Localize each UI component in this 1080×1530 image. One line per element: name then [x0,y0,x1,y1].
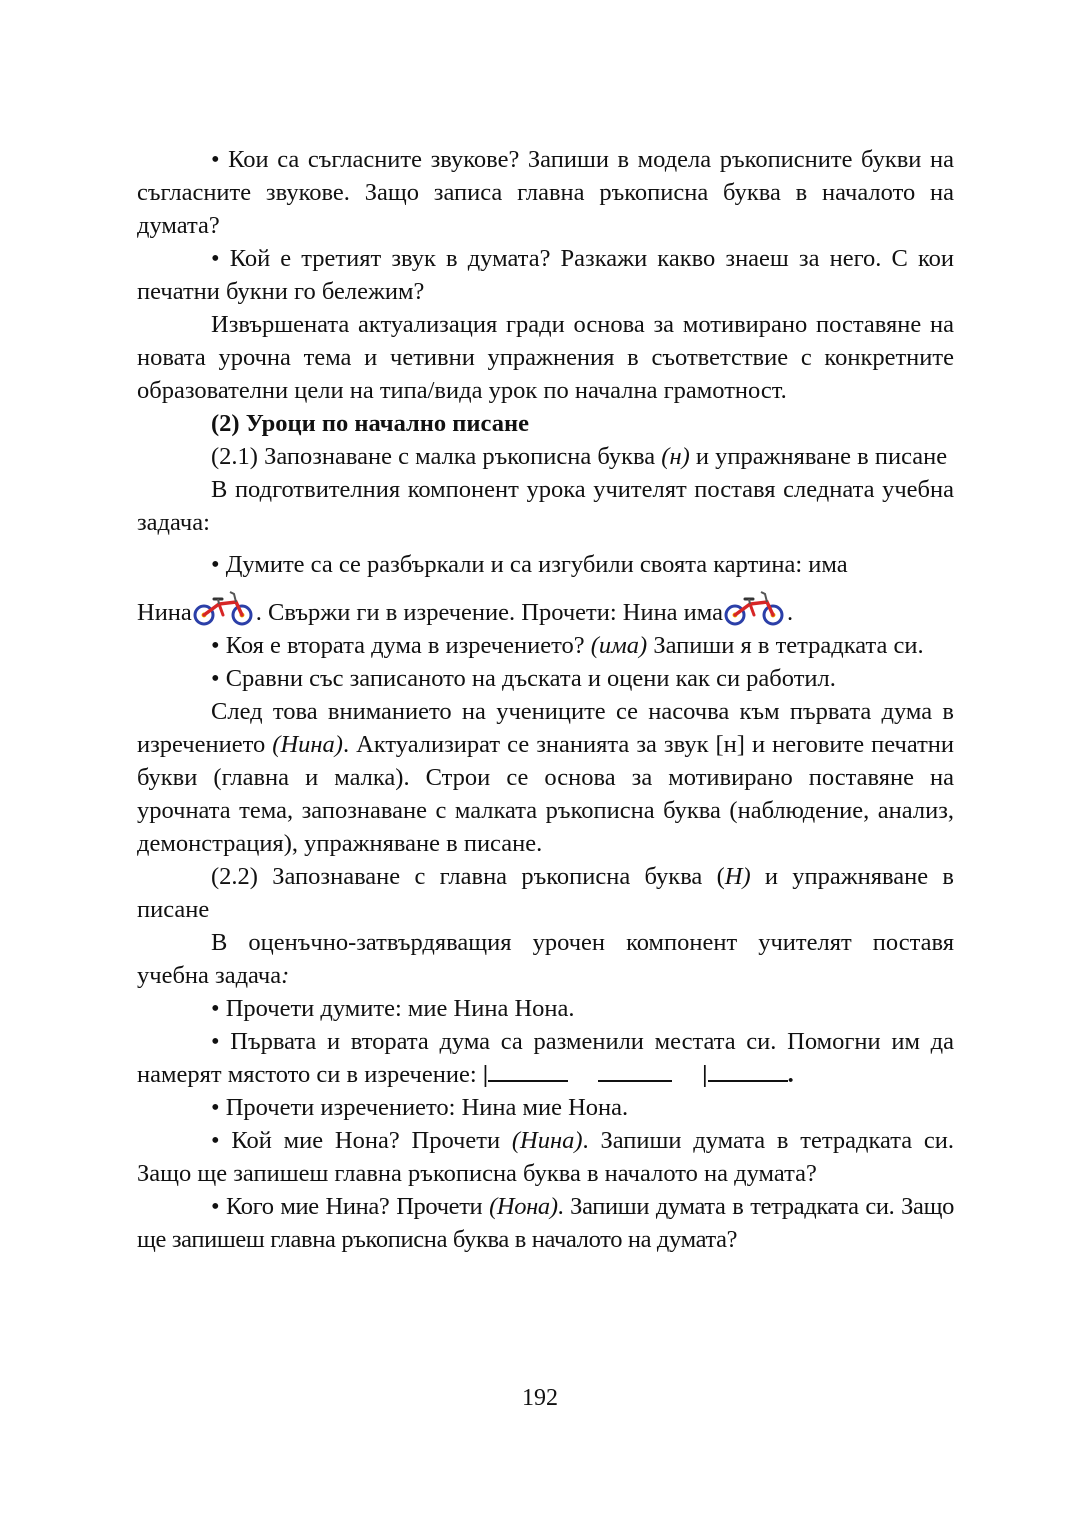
paragraph [137,629,954,662]
text: • Първата и втората дума са разменили местата си. Помогни им да намерят мястото си в изречение: [137,1028,954,1088]
text: . Запиши думата в тетрадката си. Защо ще запишеш главна ръкописна буква в началото на думата? [137,1193,954,1253]
text: В оценъчно-затвърдяващия урочен компонент учителят поставя учебна задача [137,929,954,989]
paragraph: • Сравни със записаното на дъската и оцени как си работил. [211,665,836,692]
italic-text: : [281,962,290,989]
text: След това вниманието на учениците се насочва към първата дума в изречението [137,698,954,758]
blank-marker: | [702,1061,708,1088]
text: и упражняване в писане [137,863,955,923]
paragraph: • Кой е третият звук в думата? Разкажи какво знаеш за него. С кои печатни букни го бележим? [137,245,954,305]
text: Нина [137,599,192,626]
blank-marker: | [482,1061,489,1088]
blank-line [598,1060,672,1082]
paragraph: Извършената актуализация гради основа за мотивирано поставяне на новата урочна тема и четивни упражнения в съответствие с конкретните образователни цели на типа/вида урок по начална грамотност. [137,311,954,404]
paragraph-with-pictures [137,590,954,629]
paragraph: • Думите са се разбъркали и са изгубили своята картина: има [211,551,848,578]
page-body [137,143,954,1256]
text: • Коя е втората дума в изречението? [211,632,591,659]
section-heading-text: (2) Уроци по начално писане [211,410,529,437]
paragraph: • Кои са съгласните звукове? Запиши в модела ръкописните букви на съгласните звукове. Защо записа главна ръкописна буква в началото на думата? [137,146,954,239]
section-heading [137,407,954,440]
paragraph [137,1190,954,1256]
bicycle-icon [723,590,787,626]
italic-text: (н) [661,443,690,470]
bicycle-icon [192,590,256,626]
text: . Свържи ги в изречение. Прочети: Нина има [255,599,723,626]
text: • Кой мие Нона? Прочети [211,1127,512,1154]
paragraph [137,926,954,992]
paragraph [137,440,954,473]
italic-text: (Нона) [489,1193,558,1220]
blank-line [708,1060,788,1082]
paragraph: В подготвителния компонент урока учителят поставя следната учебна задача: [137,476,954,536]
paragraph: • Прочети думите: мие Нина Нона. [211,995,575,1022]
italic-text: (Нина) [272,731,343,758]
text: . Запиши думата в тетрадката си. Защо ще запишеш главна ръкописна буква в началото на думата? [137,1127,954,1187]
paragraph [137,860,954,926]
text: и упражняване в писане [689,443,948,470]
period: . [787,1061,794,1088]
italic-text: (има) [590,632,648,659]
text: (2.1) Запознаване с малка ръкописна буква [211,443,662,470]
text: (2.2) Запознаване с главна ръкописна буква ( [211,863,725,890]
italic-text: (Нина) [511,1127,583,1154]
text: Запиши я в тетрадката си. [647,632,924,659]
text: • Кого мие Нина? Прочети [211,1193,490,1220]
text: . [787,599,794,626]
paragraph [137,695,954,860]
paragraph: • Прочети изречението: Нина мие Нона. [211,1094,629,1121]
paragraph-with-blanks [137,1025,954,1091]
page-number: 192 [522,1385,558,1411]
text: . Актуализират се знанията за звук [н] и неговите печатни букви (главна и малка). Строи се основа за мотивирано поставяне на урочната тема, запознаване с малката ръкописна буква (наблюдение, анализ, демонстрация), упражняване в писане. [137,731,954,857]
italic-text: Н) [724,863,751,890]
paragraph [137,1124,954,1190]
blank-line [488,1060,568,1082]
